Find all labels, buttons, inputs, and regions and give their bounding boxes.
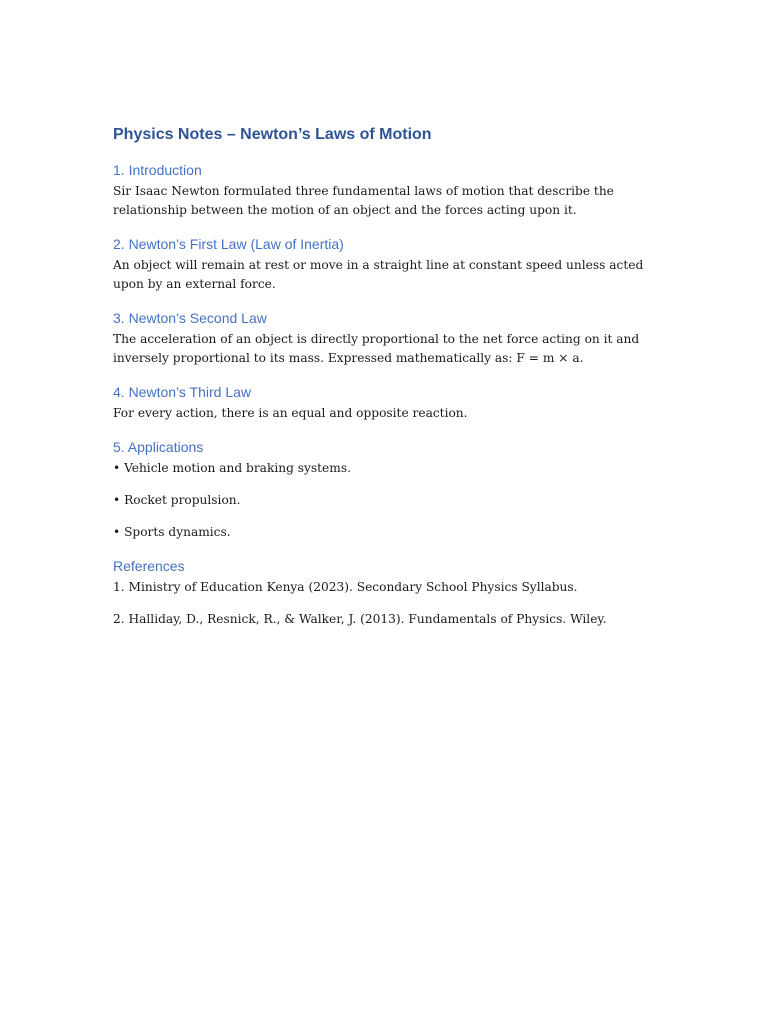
reference-item: 1. Ministry of Education Kenya (2023). Secondary School Physics Syllabus. — [113, 580, 578, 594]
section-text-second-law: The acceleration of an object is directly proportional to the net force acting on it and inversely proportional to its mass. Expressed mathematically as: F = m × a. — [113, 332, 640, 365]
section-heading-references: References — [113, 558, 185, 574]
section-heading-first-law: 2. Newton’s First Law (Law of Inertia) — [113, 236, 344, 252]
reference-item: 2. Halliday, D., Resnick, R., & Walker, J. (2013). Fundamentals of Physics. Wiley. — [113, 612, 607, 626]
section-heading-third-law: 4. Newton’s Third Law — [113, 384, 251, 400]
section-heading-second-law: 3. Newton’s Second Law — [113, 310, 267, 326]
section-text-third-law: For every action, there is an equal and opposite reaction. — [113, 406, 468, 420]
section-heading-introduction: 1. Introduction — [113, 162, 202, 178]
document-body — [113, 124, 658, 642]
section-text-introduction: Sir Isaac Newton formulated three fundamental laws of motion that describe the relationship between the motion of an object and the forces acting upon it. — [113, 184, 614, 217]
list-item: • Vehicle motion and braking systems. — [113, 461, 351, 475]
list-item: • Sports dynamics. — [113, 525, 231, 539]
document-title: Physics Notes – Newton’s Laws of Motion — [113, 126, 432, 143]
section-text-first-law: An object will remain at rest or move in a straight line at constant speed unless acted upon by an external force. — [113, 258, 644, 291]
section-heading-applications: 5. Applications — [113, 439, 204, 455]
list-item: • Rocket propulsion. — [113, 493, 241, 507]
